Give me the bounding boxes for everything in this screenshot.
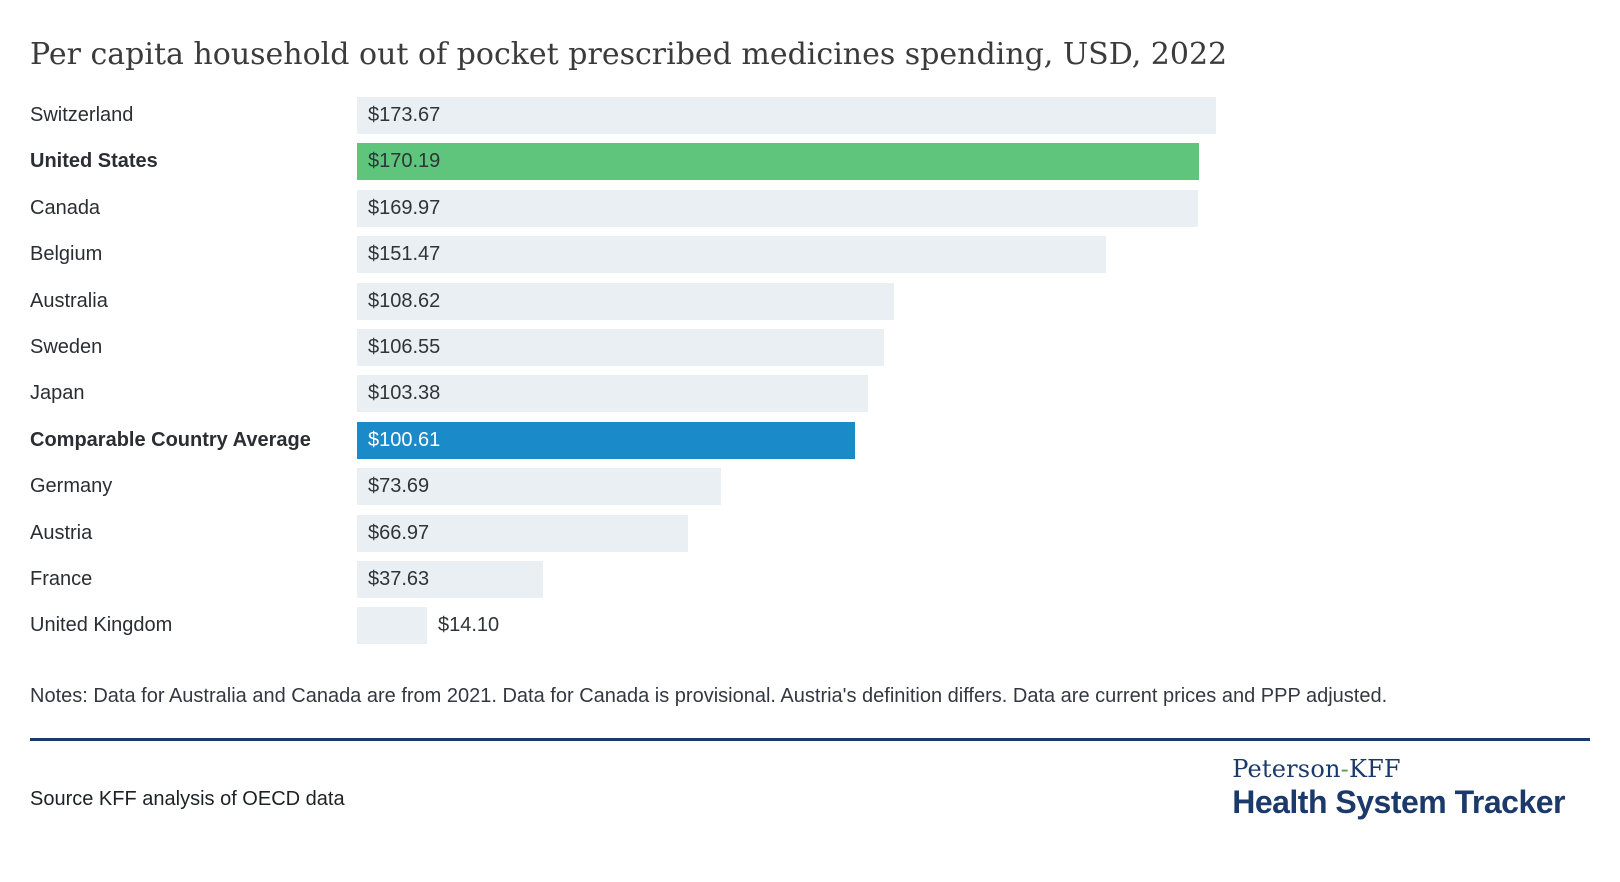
logo-peterson-kff [1232,755,1565,783]
chart-row [0,329,1620,366]
row-label: Sweden [30,335,103,358]
bar [357,97,1216,134]
logo-kff: KFF [1348,755,1401,784]
bar [357,143,1199,180]
bar [357,607,427,644]
row-label: Austria [30,521,93,544]
bar-value: $169.97 [368,196,441,219]
chart-title: Per capita household out of pocket prescribed medicines spending, USD, 2022 [30,37,1228,72]
logo-hyphen: - [1340,755,1349,784]
chart-row [0,422,1620,459]
bar-track [357,607,1620,644]
bar [357,283,894,320]
bar [357,329,884,366]
bar [357,236,1106,273]
chart-row [0,468,1620,505]
bar-track [357,283,1620,320]
bar-value: $173.67 [368,104,441,126]
health-system-tracker-logo [1232,755,1565,821]
chart-row [0,283,1620,320]
row-label: Australia [30,289,108,312]
bar [357,468,721,505]
row-label: Japan [30,382,85,405]
chart-row [0,236,1620,273]
bar-value: $100.61 [368,428,441,451]
bar-track [357,468,1620,505]
chart-row [0,190,1620,227]
chart-notes: Notes: Data for Australia and Canada are from 2021. Data for Canada is provisional. Austria's definition differs. Data are current prices and PPP adjusted. [30,685,1388,708]
chart-page [0,34,1620,882]
row-label: United Kingdom [30,614,173,637]
bar [357,375,868,412]
bar-value: $103.38 [368,382,441,405]
bar-value: $151.47 [368,243,441,266]
chart-row [0,515,1620,552]
footer [30,755,1565,821]
logo-health-system-tracker: Health System Tracker [1232,784,1565,821]
bar-value: $170.19 [368,150,441,173]
bar-value: $106.55 [368,335,441,358]
bar-value: $37.63 [368,567,430,590]
row-label: France [30,567,93,590]
bar-value: $108.62 [368,289,441,312]
bar-track [357,329,1620,366]
chart-row [0,607,1620,644]
chart-row [0,375,1620,412]
footer-divider [30,738,1590,741]
chart-row [0,97,1620,134]
bar-track [357,375,1620,412]
logo-peterson: Peterson [1232,755,1341,784]
bar-value: $14.10 [438,614,500,637]
bar-value: $66.97 [368,521,430,544]
row-label: Switzerland [30,104,134,126]
row-label: Canada [30,196,101,219]
bar-value: $73.69 [368,475,430,498]
bar [357,561,543,598]
chart-row [0,143,1620,180]
bar [357,422,855,459]
bar-track [357,97,1620,134]
bar-track [357,422,1620,459]
bar-track [357,190,1620,227]
bar [357,515,688,552]
row-label: Belgium [30,243,103,266]
bar-track [357,236,1620,273]
bar-track [357,515,1620,552]
bar [357,190,1198,227]
source-text: Source KFF analysis of OECD data [30,788,345,811]
row-label: Germany [30,475,113,498]
bar-track [357,143,1620,180]
row-label: Comparable Country Average [30,428,311,451]
chart-row [0,561,1620,598]
bar-track [357,561,1620,598]
chart [0,97,1620,644]
row-label: United States [30,150,158,173]
